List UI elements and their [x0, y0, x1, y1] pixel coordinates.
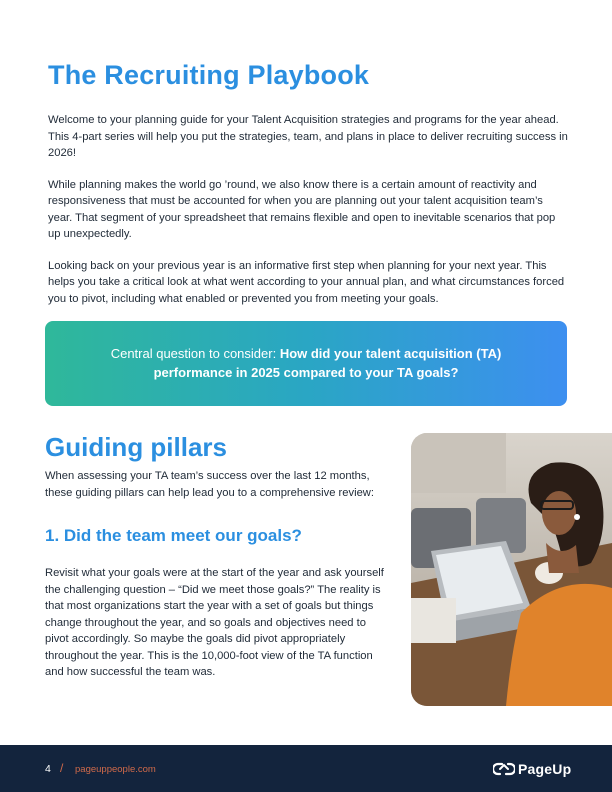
- pageup-link-icon: [493, 761, 515, 777]
- intro-section: [48, 112, 568, 322]
- page-number: 4: [45, 763, 51, 775]
- central-question-callout: [45, 321, 567, 406]
- intro-paragraph-3: Looking back on your previous year is an informative first step when planning for your next year. This helps you take a critical look at what went according to your annual plan, and what circumstances forced you to pivot, including what enabled or prevented you from meeting your goals.: [48, 259, 565, 305]
- goals-subheading: 1. Did the team meet our goals?: [45, 526, 302, 545]
- pageup-logo[interactable]: [493, 760, 571, 778]
- callout-lead: Central question to consider:: [110, 346, 277, 361]
- website-link[interactable]: pageuppeople.com: [75, 764, 156, 775]
- page-title: The Recruiting Playbook: [48, 60, 370, 90]
- footer-separator: /: [60, 761, 64, 775]
- goals-body-text: Revisit what your goals were at the start of the year and ask yourself the challenging question – “Did we meet those goals?” The reality is that most organizations start the year with a set of goals but things change throughout the year, and so goals and objectives need to pivot accordingly. So maybe the goals did pivot appropriately throughout the year. This is the 10,000-foot view of the TA function and how successful the team was.: [45, 567, 384, 678]
- intro-paragraph-1: Welcome to your planning guide for your Talent Acquisition strategies and programs for the year ahead. This 4-part series will help you put the strategies, team, and plans in place to deliver recruiting success in 2026!: [48, 114, 568, 159]
- logo-text: PageUp: [518, 761, 572, 777]
- pillars-intro: When assessing your TA team’s success over the last 12 months, these guiding pillars can help lead you to a comprehensive review:: [45, 470, 374, 499]
- woman-laptop-photo: [411, 433, 612, 706]
- pillars-heading: Guiding pillars: [45, 432, 228, 462]
- page-footer: [0, 745, 612, 792]
- intro-paragraph-2: While planning makes the world go ’round, we also know there is a certain amount of reactivity and responsiveness that must be accounted for when you are planning out your talent acquisition team’s year. That segment of your spreadsheet that remains flexible and open to inevitable scenarios that pop up unexpectedly.: [48, 178, 556, 240]
- callout-question: How did your talent acquisition (TA) performance in 2025 compared to your TA goals?: [153, 346, 502, 380]
